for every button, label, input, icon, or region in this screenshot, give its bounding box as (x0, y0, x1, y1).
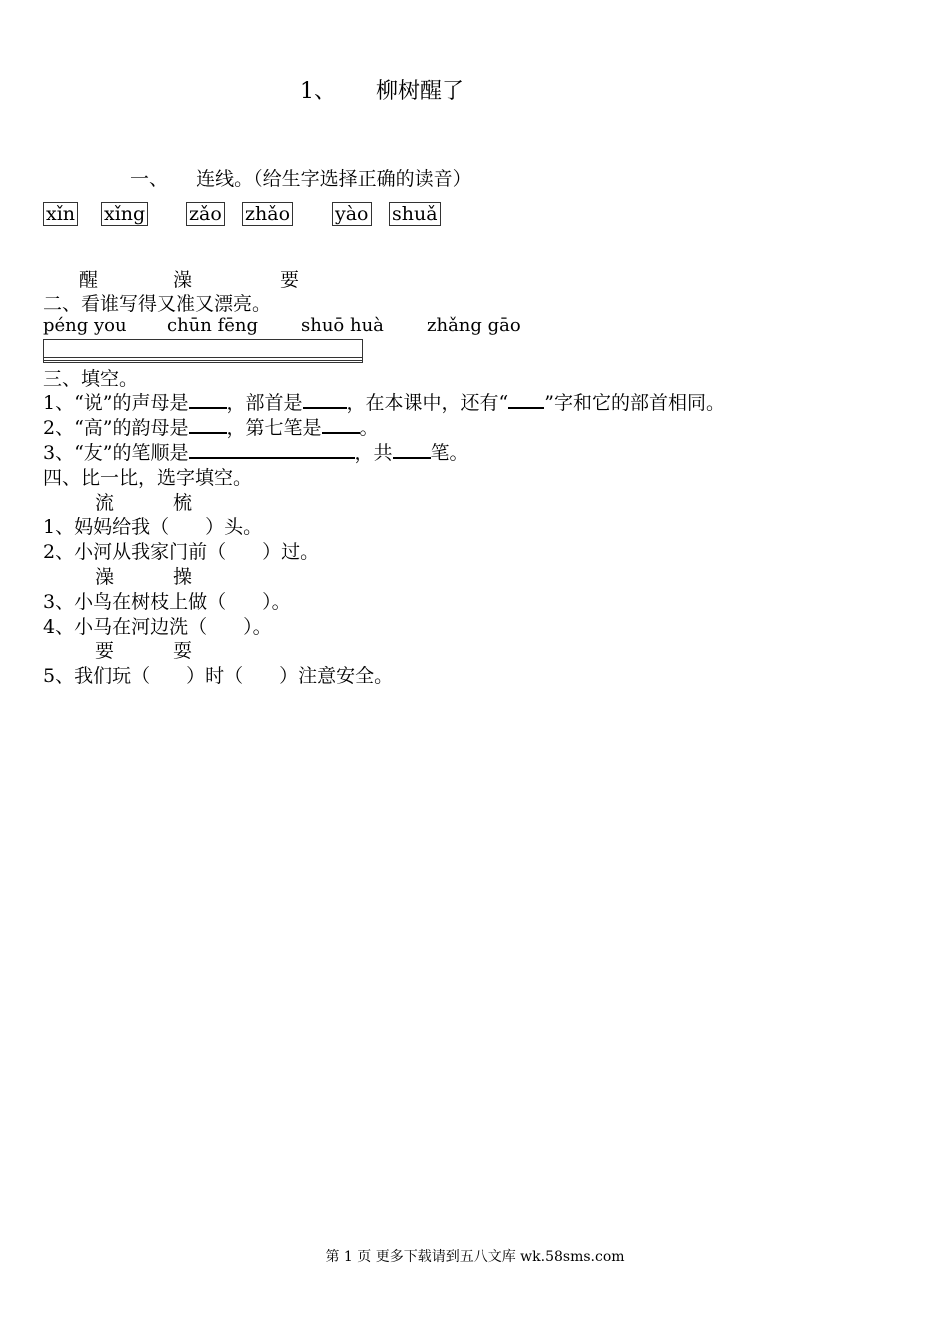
blank (189, 414, 227, 434)
title-text: 柳树醒了 (376, 79, 465, 104)
fill-question-3 (43, 438, 469, 465)
choice-question-1 (43, 512, 262, 539)
cq4-text-b: ）。 (243, 616, 272, 638)
q1-text-4: ”字和它的部首相同。 (544, 392, 725, 414)
section1-heading (130, 164, 472, 191)
fill-question-2 (43, 413, 379, 440)
blank (393, 439, 431, 459)
blank (322, 414, 360, 434)
cq5-text-c: ）注意安全。 (279, 665, 394, 687)
blank (303, 389, 347, 409)
q1-text-3: ，在本课中，还有“ (346, 392, 509, 414)
pinyin-word-3: shuō huà (301, 315, 384, 336)
pinyin-word-1: péng you (43, 315, 127, 336)
choice-question-2 (43, 537, 319, 564)
q2-text-1: 2、“高”的韵母是 (43, 417, 189, 439)
cq2-text-b: ）过。 (262, 541, 320, 563)
pair2-char-1: 澡 (95, 566, 115, 588)
match-char-3: 要 (280, 269, 300, 291)
q3-text-1: 3、“友”的笔顺是 (43, 442, 189, 464)
title-number: 1、 (300, 79, 336, 104)
pinyin-box-shua: shuǎ (389, 202, 441, 226)
q1-text-1: 1、“说”的声母是 (43, 392, 189, 414)
q2-text-3: 。 (359, 417, 379, 439)
blank (508, 389, 544, 409)
pinyin-box-zao: zǎo (186, 202, 225, 226)
cq1-text-b: ）头。 (205, 516, 263, 538)
cq1-text-a: 1、妈妈给我（ (43, 516, 170, 538)
pair1-char-2: 梳 (173, 492, 193, 514)
section1-heading-text: 连线。（给生字选择正确的读音） (196, 168, 472, 190)
match-char-2: 澡 (173, 269, 193, 291)
pinyin-box-xin: xǐn (43, 202, 78, 226)
page-title (300, 74, 464, 105)
choice-question-4 (43, 612, 272, 639)
q3-text-2: ，共 (354, 442, 393, 464)
blank (189, 439, 355, 459)
cq5-text-b: ）时（ (186, 665, 244, 687)
pinyin-box-yao: yào (332, 202, 372, 226)
q2-text-2: ，第七笔是 (226, 417, 322, 439)
cq4-text-a: 4、小马在河边洗（ (43, 616, 208, 638)
section3-heading: 三、填空。 (43, 368, 139, 390)
pinyin-word-4: zhǎng gāo (427, 315, 521, 336)
page-footer: 第 1 页 更多下载请到五八文库 wk.58sms.com (325, 1249, 625, 1265)
q1-text-2: ，部首是 (226, 392, 303, 414)
pinyin-box-zhao: zhǎo (242, 202, 293, 226)
blank (189, 389, 227, 409)
cq2-text-a: 2、小河从我家门前（ (43, 541, 227, 563)
choice-question-3 (43, 587, 291, 614)
cq3-text-a: 3、小鸟在树枝上做（ (43, 591, 227, 613)
choice-question-5 (43, 661, 393, 688)
fill-question-1 (43, 388, 725, 415)
pair1-char-1: 流 (95, 492, 115, 514)
pinyin-word-2: chūn fēng (167, 315, 259, 336)
pair3-char-1: 要 (95, 640, 115, 662)
section2-heading: 二、看谁写得又准又漂亮。 (43, 293, 272, 315)
section4-heading: 四、比一比，选字填空。 (43, 467, 253, 489)
cq5-text-a: 5、我们玩（ (43, 665, 151, 687)
pinyin-box-xing: xǐng (101, 202, 148, 226)
pair3-char-2: 耍 (173, 640, 193, 662)
match-char-1: 醒 (79, 269, 99, 291)
writing-box (43, 339, 363, 363)
pair2-char-2: 操 (173, 566, 193, 588)
cq3-text-b: ）。 (262, 591, 291, 613)
section1-heading-num: 一、 (130, 168, 169, 190)
q3-text-3: 笔。 (430, 442, 469, 464)
